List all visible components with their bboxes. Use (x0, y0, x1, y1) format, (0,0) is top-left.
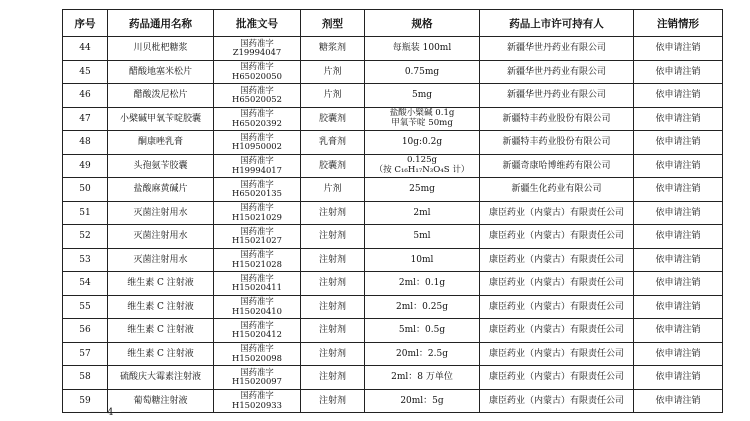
dosage-form: 注射剂 (301, 272, 365, 296)
specification-line: （按 C₁₆H₁₇N₃O₄S 计） (374, 164, 470, 175)
approval-number-line: 国药准字 (240, 343, 274, 354)
row-number: 57 (63, 342, 108, 366)
row-number: 55 (63, 295, 108, 319)
col-header-license-holder: 药品上市许可持有人 (480, 10, 634, 37)
specification (365, 37, 480, 61)
row-number: 56 (63, 319, 108, 343)
table-row (63, 154, 723, 178)
row-number: 59 (63, 389, 108, 413)
table-row (63, 342, 723, 366)
table-row (63, 37, 723, 61)
specification (365, 295, 480, 319)
dosage-form: 注射剂 (301, 295, 365, 319)
approval-number-line: 国药准字 (240, 319, 274, 330)
license-holder: 康臣药业（内蒙古）有限责任公司 (480, 248, 634, 272)
cancellation-status: 依申请注销 (634, 107, 723, 131)
specification-line: 25mg (409, 184, 435, 195)
approval-number (214, 131, 301, 155)
dosage-form: 胶囊剂 (301, 154, 365, 178)
specification-line: 甲氧苄啶 50mg (391, 117, 453, 128)
cancellation-status: 依申请注销 (634, 225, 723, 249)
license-holder: 康臣药业（内蒙古）有限责任公司 (480, 295, 634, 319)
specification-line: 2ml (413, 207, 431, 218)
specification (365, 342, 480, 366)
specification-line: 每瓶装 100ml (392, 43, 452, 54)
specification-line: 10g:0.2g (401, 137, 443, 148)
approval-number-line: H15021029 (232, 211, 282, 222)
col-header-approval-number: 批准文号 (214, 10, 301, 37)
row-number: 48 (63, 131, 108, 155)
approval-number-line: 国药准字 (240, 249, 274, 260)
license-holder: 康臣药业（内蒙古）有限责任公司 (480, 225, 634, 249)
drug-name: 醋酸地塞米松片 (108, 60, 214, 84)
cancellation-status: 依申请注销 (634, 342, 723, 366)
specification (365, 319, 480, 343)
cancellation-status: 依申请注销 (634, 389, 723, 413)
drug-name: 头孢氨苄胶囊 (108, 154, 214, 178)
row-number: 50 (63, 178, 108, 202)
specification-line: 5mg (411, 90, 433, 101)
col-header-no: 序号 (63, 10, 108, 37)
approval-number-line: H15020410 (232, 305, 282, 316)
cancellation-status: 依申请注销 (634, 248, 723, 272)
table-row (63, 248, 723, 272)
specification (365, 225, 480, 249)
drug-name: 酮康唑乳膏 (108, 131, 214, 155)
table-row (63, 295, 723, 319)
cancellation-status: 依申请注销 (634, 319, 723, 343)
approval-number (214, 319, 301, 343)
table-row (63, 389, 723, 413)
col-header-cancellation-status: 注销情形 (634, 10, 723, 37)
approval-number-line: 国药准字 (240, 202, 274, 213)
approval-number-line: 国药准字 (240, 296, 274, 307)
table-row (63, 107, 723, 131)
dosage-form: 糖浆剂 (301, 37, 365, 61)
cancellation-status: 依申请注销 (634, 37, 723, 61)
license-holder: 康臣药业（内蒙古）有限责任公司 (480, 389, 634, 413)
specification (365, 389, 480, 413)
cancellation-status: 依申请注销 (634, 154, 723, 178)
page-number: — 4 — (90, 407, 133, 418)
dosage-form: 注射剂 (301, 342, 365, 366)
table-row (63, 178, 723, 202)
approval-number-line: H15020098 (232, 352, 282, 363)
specification-line: 0.75mg (404, 66, 440, 77)
specification (365, 366, 480, 390)
dosage-form: 片剂 (301, 178, 365, 202)
license-holder: 新疆华世丹药业有限公司 (480, 60, 634, 84)
license-holder: 新疆特丰药业股份有限公司 (480, 107, 634, 131)
cancellation-status: 依申请注销 (634, 84, 723, 108)
col-header-specification: 规格 (365, 10, 480, 37)
drug-name: 醋酸泼尼松片 (108, 84, 214, 108)
specification-line: 盐酸小檗碱 0.1g (389, 108, 455, 119)
approval-number-line: H10950002 (232, 141, 282, 152)
specification (365, 107, 480, 131)
specification-line: 20ml：2.5g (396, 348, 448, 359)
drug-name: 灭菌注射用水 (108, 248, 214, 272)
approval-number (214, 154, 301, 178)
approval-number (214, 84, 301, 108)
approval-number-line: H15020411 (232, 282, 282, 293)
approval-number-line: H15020097 (232, 376, 282, 387)
row-number: 45 (63, 60, 108, 84)
row-number: 44 (63, 37, 108, 61)
specification (365, 60, 480, 84)
drug-name: 小檗碱甲氧苄啶胶囊 (108, 107, 214, 131)
specification-line: 20ml：5g (400, 395, 444, 406)
license-holder: 康臣药业（内蒙古）有限责任公司 (480, 319, 634, 343)
dosage-form: 注射剂 (301, 389, 365, 413)
row-number: 47 (63, 107, 108, 131)
approval-number-line: 国药准字 (240, 225, 274, 236)
dosage-form: 胶囊剂 (301, 107, 365, 131)
license-holder: 康臣药业（内蒙古）有限责任公司 (480, 342, 634, 366)
approval-number-line: 国药准字 (240, 272, 274, 283)
dosage-form: 注射剂 (301, 319, 365, 343)
row-number: 51 (63, 201, 108, 225)
drug-name: 灭菌注射用水 (108, 201, 214, 225)
approval-number (214, 201, 301, 225)
license-holder: 康臣药业（内蒙古）有限责任公司 (480, 272, 634, 296)
drug-name: 维生素 C 注射液 (108, 319, 214, 343)
specification-line: 2ml：8 万单位 (391, 372, 453, 383)
approval-number-line: 国药准字 (240, 108, 274, 119)
dosage-form: 注射剂 (301, 225, 365, 249)
approval-number (214, 37, 301, 61)
table-row (63, 60, 723, 84)
approval-number-line: H65020392 (232, 117, 282, 128)
approval-number-line: H19994017 (232, 164, 282, 175)
approval-number-line: 国药准字 (240, 178, 274, 189)
approval-number-line: 国药准字 (240, 84, 274, 95)
drug-name: 灭菌注射用水 (108, 225, 214, 249)
table-row (63, 225, 723, 249)
cancellation-status: 依申请注销 (634, 201, 723, 225)
approval-number-line: 国药准字 (240, 131, 274, 142)
drug-name: 葡萄糖注射液 (108, 389, 214, 413)
row-number: 58 (63, 366, 108, 390)
approval-number-line: H15021027 (232, 235, 282, 246)
dosage-form: 片剂 (301, 60, 365, 84)
table-row (63, 366, 723, 390)
specification (365, 154, 480, 178)
approval-number-line: 国药准字 (240, 61, 274, 72)
table-header-row (63, 10, 723, 37)
specification (365, 272, 480, 296)
col-header-dosage-form: 剂型 (301, 10, 365, 37)
specification-line: 0.125g (406, 155, 438, 166)
drug-name: 硫酸庆大霉素注射液 (108, 366, 214, 390)
license-holder: 新疆奇康哈博维药有限公司 (480, 154, 634, 178)
table-row (63, 201, 723, 225)
approval-number (214, 225, 301, 249)
table-row (63, 319, 723, 343)
table-row (63, 84, 723, 108)
approval-number-line: H15020933 (232, 399, 282, 410)
table-body (63, 37, 723, 413)
specification (365, 84, 480, 108)
license-holder: 康臣药业（内蒙古）有限责任公司 (480, 201, 634, 225)
approval-number-line: 国药准字 (240, 37, 274, 48)
specification (365, 178, 480, 202)
approval-number-line: Z19994047 (232, 47, 282, 58)
approval-number-line: H65020052 (232, 94, 282, 105)
license-holder: 新疆生化药业有限公司 (480, 178, 634, 202)
cancellation-status: 依申请注销 (634, 178, 723, 202)
cancellation-status: 依申请注销 (634, 366, 723, 390)
approval-number-line: H15021028 (232, 258, 282, 269)
dosage-form: 乳膏剂 (301, 131, 365, 155)
license-holder: 新疆华世丹药业有限公司 (480, 84, 634, 108)
approval-number-line: H15020412 (232, 329, 282, 340)
dosage-form: 注射剂 (301, 201, 365, 225)
approval-number-line: H65020050 (232, 70, 282, 81)
drug-registration-table (62, 9, 723, 413)
cancellation-status: 依申请注销 (634, 295, 723, 319)
row-number: 46 (63, 84, 108, 108)
cancellation-status: 依申请注销 (634, 131, 723, 155)
drug-name: 盐酸麻黄碱片 (108, 178, 214, 202)
approval-number (214, 342, 301, 366)
specification-line: 5ml (413, 231, 431, 242)
dosage-form: 注射剂 (301, 248, 365, 272)
col-header-drug-name: 药品通用名称 (108, 10, 214, 37)
approval-number-line: H65020135 (232, 188, 282, 199)
cancellation-status: 依申请注销 (634, 60, 723, 84)
drug-name: 维生素 C 注射液 (108, 272, 214, 296)
approval-number (214, 272, 301, 296)
approval-number (214, 295, 301, 319)
license-holder: 新疆特丰药业股份有限公司 (480, 131, 634, 155)
approval-number-line: 国药准字 (240, 155, 274, 166)
specification-line: 2ml：0.1g (398, 278, 446, 289)
approval-number (214, 107, 301, 131)
cancellation-status: 依申请注销 (634, 272, 723, 296)
approval-number (214, 178, 301, 202)
row-number: 49 (63, 154, 108, 178)
row-number: 53 (63, 248, 108, 272)
table-row (63, 131, 723, 155)
specification-line: 5ml：0.5g (398, 325, 446, 336)
drug-name: 维生素 C 注射液 (108, 295, 214, 319)
approval-number (214, 366, 301, 390)
specification-line: 10ml (410, 254, 434, 265)
drug-name: 川贝枇杷糖浆 (108, 37, 214, 61)
row-number: 54 (63, 272, 108, 296)
approval-number-line: 国药准字 (240, 390, 274, 401)
approval-number (214, 248, 301, 272)
dosage-form: 片剂 (301, 84, 365, 108)
row-number: 52 (63, 225, 108, 249)
approval-number (214, 389, 301, 413)
specification (365, 131, 480, 155)
license-holder: 康臣药业（内蒙古）有限责任公司 (480, 366, 634, 390)
dosage-form: 注射剂 (301, 366, 365, 390)
license-holder: 新疆华世丹药业有限公司 (480, 37, 634, 61)
specification (365, 201, 480, 225)
approval-number-line: 国药准字 (240, 366, 274, 377)
drug-name: 维生素 C 注射液 (108, 342, 214, 366)
specification-line: 2ml：0.25g (396, 301, 448, 312)
specification (365, 248, 480, 272)
approval-number (214, 60, 301, 84)
table-row (63, 272, 723, 296)
